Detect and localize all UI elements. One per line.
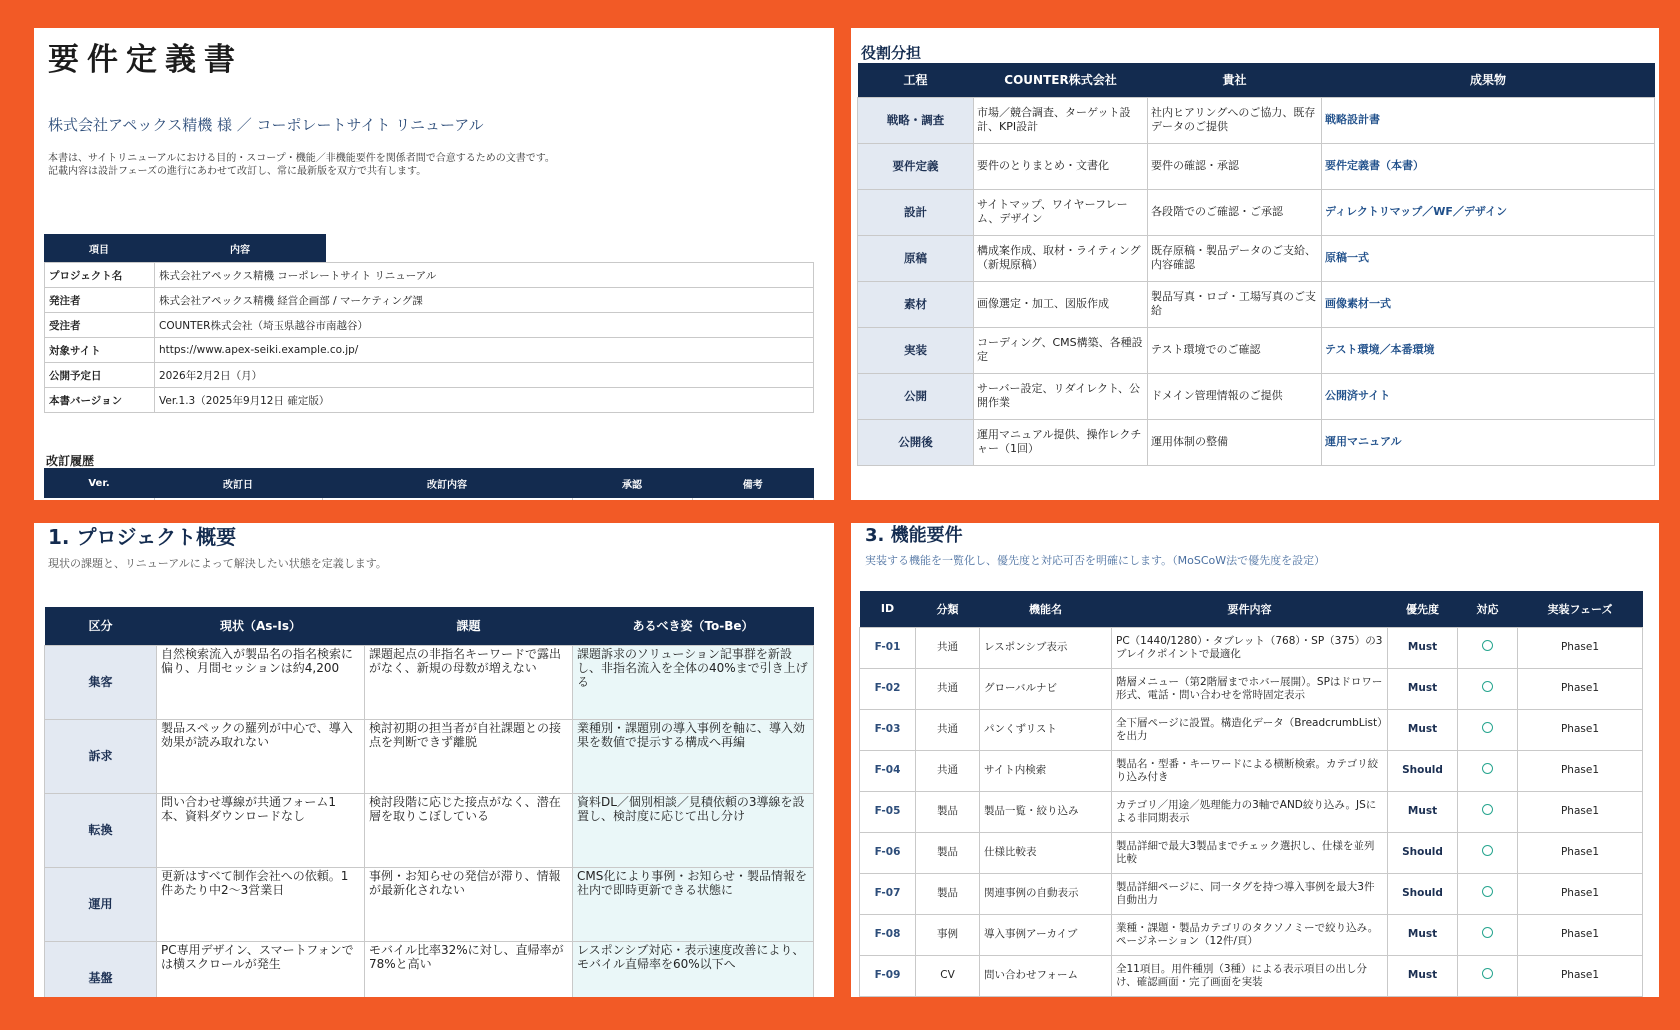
header-cell: 備考 — [742, 479, 763, 491]
class-cell: CV — [916, 955, 980, 996]
priority-cell: Must — [1388, 955, 1458, 996]
table-row — [858, 143, 1655, 189]
circle-check-icon — [1482, 886, 1493, 897]
counter-role-cell: コーディング、CMS構築、各種設定 — [974, 327, 1148, 373]
category-cell: 運用 — [45, 867, 157, 941]
info-value: 株式会社アペックス精機 コーポレートサイト リニューアル — [155, 263, 814, 288]
requirement-cell: カテゴリ／用途／処理能力の3軸でAND絞り込み。JSによる非同期表示 — [1112, 791, 1388, 832]
requirement-cell: 階層メニュー（第2階層までホバー展開）。SPはドロワー形式、電話・問い合わせを常時固定表示 — [1112, 668, 1388, 709]
priority-cell: Should — [1388, 873, 1458, 914]
circle-check-icon — [1482, 763, 1493, 774]
stage-cell: 素材 — [858, 281, 974, 327]
info-key: 公開予定日 — [45, 363, 155, 388]
client-role-cell: 要件の確認・承認 — [1148, 143, 1322, 189]
table-row — [45, 941, 814, 997]
header-cell: 改訂日 — [223, 479, 253, 491]
header-cell: 成果物 — [1469, 73, 1506, 88]
as-is-cell: PC専用デザイン、スマートフォンでは横スクロールが発生 — [157, 941, 365, 997]
header-cell: 項目 — [89, 244, 109, 256]
phase-cell: Phase1 — [1518, 627, 1643, 668]
table-row — [45, 288, 814, 313]
class-cell: 共通 — [916, 709, 980, 750]
overview-table — [44, 607, 814, 997]
client-role-cell: 既存原稿・製品データのご支給、内容確認 — [1148, 235, 1322, 281]
support-cell — [1458, 914, 1518, 955]
section-title: 3. 機能要件 — [865, 525, 963, 546]
table-row — [860, 832, 1643, 873]
deliverable-cell: 画像素材一式 — [1322, 281, 1655, 327]
table-row — [860, 709, 1643, 750]
info-table — [44, 262, 814, 413]
phase-cell: Phase1 — [1518, 709, 1643, 750]
phase-cell: Phase1 — [1518, 955, 1643, 996]
class-cell: 共通 — [916, 627, 980, 668]
phase-cell: Phase1 — [1518, 832, 1643, 873]
priority-cell: Must — [1388, 914, 1458, 955]
roles-panel — [851, 28, 1659, 500]
client-role-cell: 各段階でのご確認・ご承認 — [1148, 189, 1322, 235]
phase-cell: Phase1 — [1518, 914, 1643, 955]
client-role-cell: テスト環境でのご確認 — [1148, 327, 1322, 373]
class-cell: 製品 — [916, 791, 980, 832]
id-cell: F-05 — [860, 791, 916, 832]
note-line: 記載内容は設計フェーズの進行にあわせて改訂し、常に最新版を双方で共有します。 — [48, 166, 427, 177]
roles-table — [857, 63, 1655, 466]
table-row — [860, 791, 1643, 832]
table-row — [858, 281, 1655, 327]
deliverable-cell: 公開済サイト — [1322, 373, 1655, 419]
client-role-cell: ドメイン管理情報のご提供 — [1148, 373, 1322, 419]
category-cell: 集客 — [45, 645, 157, 719]
priority-cell: Must — [1388, 791, 1458, 832]
header-cell: 承認 — [622, 479, 642, 491]
issue-cell: モバイル比率32%に対し、直帰率が78%と高い — [365, 941, 573, 997]
feature-name-cell: 関連事例の自動表示 — [980, 873, 1112, 914]
table-row — [45, 645, 814, 719]
revision-table — [44, 468, 814, 500]
counter-role-cell: サーバー設定、リダイレクト、公開作業 — [974, 373, 1148, 419]
deliverable-cell: ディレクトリマップ／WF／デザイン — [1322, 189, 1655, 235]
counter-role-cell: サイトマップ、ワイヤーフレーム、デザイン — [974, 189, 1148, 235]
support-cell — [1458, 832, 1518, 873]
requirement-cell: 製品詳細で最大3製品までチェック選択し、仕様を並列比較 — [1112, 832, 1388, 873]
issue-cell: 検討初期の担当者が自社課題との接点を判断できず離脱 — [365, 719, 573, 793]
table-row — [45, 793, 814, 867]
deliverable-cell: 原稿一式 — [1322, 235, 1655, 281]
info-value: https://www.apex-seiki.example.co.jp/ — [155, 338, 814, 363]
table-row — [45, 867, 814, 941]
page-frame — [10, 10, 1670, 1018]
info-value: 2026年2月2日（月） — [155, 363, 814, 388]
as-is-cell: 問い合わせ導線が共通フォーム1本、資料ダウンロードなし — [157, 793, 365, 867]
revision-title: 改訂履歴 — [46, 454, 95, 468]
table-row — [45, 719, 814, 793]
stage-cell: 設計 — [858, 189, 974, 235]
document-title: 要件定義書 — [48, 42, 243, 78]
document-subtitle: 株式会社アペックス精機 様 ／ コーポレートサイト リニューアル — [48, 116, 484, 134]
stage-cell: 要件定義 — [858, 143, 974, 189]
circle-check-icon — [1482, 722, 1493, 733]
phase-cell: Phase1 — [1518, 750, 1643, 791]
phase-cell: Phase1 — [1518, 791, 1643, 832]
client-role-cell: 製品写真・ロゴ・工場写真のご支給 — [1148, 281, 1322, 327]
issue-cell: 事例・お知らせの発信が滞り、情報が最新化されない — [365, 867, 573, 941]
issue-cell: 検討段階に応じた接点がなく、潜在層を取りこぼしている — [365, 793, 573, 867]
header-cell: 実装フェーズ — [1547, 602, 1613, 616]
info-value: Ver.1.3（2025年9月12日 確定版） — [155, 388, 814, 413]
overview-panel — [34, 523, 834, 997]
category-cell: 基盤 — [45, 941, 157, 997]
id-cell: F-08 — [860, 914, 916, 955]
feature-name-cell: グローバルナビ — [980, 668, 1112, 709]
document-note — [48, 152, 555, 178]
requirement-cell: 全下層ページに設置。構造化データ（BreadcrumbList）を出力 — [1112, 709, 1388, 750]
priority-cell: Must — [1388, 627, 1458, 668]
deliverable-cell: テスト環境／本番環境 — [1322, 327, 1655, 373]
requirement-cell: PC（1440/1280）・タブレット（768）・SP（375）の3ブレイクポイントで最適化 — [1112, 627, 1388, 668]
requirement-cell: 製品名・型番・キーワードによる横断検索。カテゴリ絞り込み付き — [1112, 750, 1388, 791]
deliverable-cell: 要件定義書（本書） — [1322, 143, 1655, 189]
id-cell: F-04 — [860, 750, 916, 791]
support-cell — [1458, 955, 1518, 996]
counter-role-cell: 構成案作成、取材・ライティング（新規原稿） — [974, 235, 1148, 281]
circle-check-icon — [1482, 681, 1493, 692]
table-row — [858, 235, 1655, 281]
category-cell: 訴求 — [45, 719, 157, 793]
class-cell: 製品 — [916, 832, 980, 873]
header-cell: 内容 — [230, 244, 250, 256]
stage-cell: 原稿 — [858, 235, 974, 281]
header-cell: 対応 — [1476, 602, 1499, 616]
priority-cell: Should — [1388, 750, 1458, 791]
table-row — [45, 388, 814, 413]
priority-cell: Must — [1388, 668, 1458, 709]
id-cell: F-03 — [860, 709, 916, 750]
support-cell — [1458, 668, 1518, 709]
as-is-cell: 更新はすべて制作会社への依頼。1件あたり中2〜3営業日 — [157, 867, 365, 941]
header-cell: COUNTER株式会社 — [1004, 73, 1117, 88]
table-row — [858, 97, 1655, 143]
priority-cell: Should — [1388, 832, 1458, 873]
info-key: 対象サイト — [45, 338, 155, 363]
to-be-cell: 課題訴求のソリューション記事群を新設し、非指名流入を全体の40%まで引き上げる — [573, 645, 814, 719]
header-cell: あるべき姿（To-Be） — [632, 619, 754, 634]
header-cell: 現状（As-Is） — [219, 619, 302, 634]
issue-cell: 課題起点の非指名キーワードで露出がなく、新規の母数が増えない — [365, 645, 573, 719]
circle-check-icon — [1482, 640, 1493, 651]
support-cell — [1458, 627, 1518, 668]
info-table-header — [44, 234, 326, 262]
as-is-cell: 製品スペックの羅列が中心で、導入効果が読み取れない — [157, 719, 365, 793]
stage-cell: 公開 — [858, 373, 974, 419]
circle-check-icon — [1482, 804, 1493, 815]
table-row — [45, 363, 814, 388]
class-cell: 共通 — [916, 750, 980, 791]
stage-cell: 公開後 — [858, 419, 974, 465]
note-line: 本書は、サイトリニューアルにおける目的・スコープ・機能／非機能要件を関係者間で合意するための文書です。 — [48, 153, 555, 164]
deliverable-cell: 戦略設計書 — [1322, 97, 1655, 143]
client-role-cell: 運用体制の整備 — [1148, 419, 1322, 465]
counter-role-cell: 要件のとりまとめ・文書化 — [974, 143, 1148, 189]
id-cell: F-02 — [860, 668, 916, 709]
section-title: 1. プロジェクト概要 — [48, 525, 237, 549]
section-description: 実装する機能を一覧化し、優先度と対応可否を明確にします。（MoSCoW法で優先度を設定） — [865, 554, 1326, 567]
feature-name-cell: 導入事例アーカイブ — [980, 914, 1112, 955]
feature-name-cell: サイト内検索 — [980, 750, 1112, 791]
support-cell — [1458, 791, 1518, 832]
as-is-cell: 自然検索流入が製品名の指名検索に偏り、月間セッションは約4,200 — [157, 645, 365, 719]
header-cell: Ver. — [88, 477, 110, 489]
deliverable-cell: 運用マニュアル — [1322, 419, 1655, 465]
table-row — [45, 338, 814, 363]
feature-name-cell: レスポンシブ表示 — [980, 627, 1112, 668]
id-cell: F-07 — [860, 873, 916, 914]
header-cell: 要件内容 — [1227, 602, 1272, 616]
table-row — [860, 627, 1643, 668]
info-key: プロジェクト名 — [45, 263, 155, 288]
to-be-cell: レスポンシブ対応・表示速度改善により、モバイル直帰率を60%以下へ — [573, 941, 814, 997]
table-row — [860, 955, 1643, 996]
support-cell — [1458, 750, 1518, 791]
header-cell: ID — [880, 602, 895, 616]
class-cell: 共通 — [916, 668, 980, 709]
requirement-cell: 全11項目。用件種別（3種）による表示項目の出し分け、確認画面・完了画面を実装 — [1112, 955, 1388, 996]
requirement-cell: 製品詳細ページに、同一タグを持つ導入事例を最大3件自動出力 — [1112, 873, 1388, 914]
support-cell — [1458, 709, 1518, 750]
feature-name-cell: 仕様比較表 — [980, 832, 1112, 873]
feature-name-cell: 製品一覧・絞り込み — [980, 791, 1112, 832]
circle-check-icon — [1482, 927, 1493, 938]
header-cell: 工程 — [903, 73, 928, 88]
stage-cell: 実装 — [858, 327, 974, 373]
feature-name-cell: パンくずリスト — [980, 709, 1112, 750]
functional-requirements-table — [859, 591, 1643, 997]
counter-role-cell: 画像選定・加工、図版作成 — [974, 281, 1148, 327]
functional-requirements-panel — [851, 523, 1659, 997]
table-row — [858, 419, 1655, 465]
header-cell: 分類 — [936, 602, 959, 616]
section-title: 役割分担 — [861, 44, 922, 62]
header-cell: 機能名 — [1029, 602, 1062, 616]
stage-cell: 戦略・調査 — [858, 97, 974, 143]
table-row — [44, 498, 814, 500]
info-key: 受注者 — [45, 313, 155, 338]
id-cell: F-01 — [860, 627, 916, 668]
header-cell: 区分 — [88, 619, 113, 634]
info-key: 本書バージョン — [45, 388, 155, 413]
category-cell: 転換 — [45, 793, 157, 867]
requirement-cell: 業種・課題・製品カテゴリのタクソノミーで絞り込み。ページネーション（12件/頁） — [1112, 914, 1388, 955]
class-cell: 事例 — [916, 914, 980, 955]
section-description: 現状の課題と、リニューアルによって解決したい状態を定義します。 — [48, 557, 387, 570]
table-row — [858, 327, 1655, 373]
id-cell: F-06 — [860, 832, 916, 873]
header-cell: 貴社 — [1222, 73, 1247, 88]
to-be-cell: 資料DL／個別相談／見積依頼の3導線を設置し、検討度に応じて出し分け — [573, 793, 814, 867]
header-cell: 改訂内容 — [427, 479, 467, 491]
table-row — [45, 313, 814, 338]
table-row — [860, 873, 1643, 914]
circle-check-icon — [1482, 845, 1493, 856]
counter-role-cell: 市場／競合調査、ターゲット設計、KPI設計 — [974, 97, 1148, 143]
id-cell: F-09 — [860, 955, 916, 996]
circle-check-icon — [1482, 968, 1493, 979]
feature-name-cell: 問い合わせフォーム — [980, 955, 1112, 996]
info-key: 発注者 — [45, 288, 155, 313]
phase-cell: Phase1 — [1518, 873, 1643, 914]
table-row — [860, 914, 1643, 955]
counter-role-cell: 運用マニュアル提供、操作レクチャー（1回） — [974, 419, 1148, 465]
header-cell: 優先度 — [1406, 602, 1439, 616]
info-value: COUNTER株式会社（埼玉県越谷市南越谷） — [155, 313, 814, 338]
table-row — [858, 373, 1655, 419]
class-cell: 製品 — [916, 873, 980, 914]
client-role-cell: 社内ヒアリングへのご協力、既存データのご提供 — [1148, 97, 1322, 143]
info-value: 株式会社アペックス精機 経営企画部 / マーケティング課 — [155, 288, 814, 313]
header-cell: 課題 — [456, 619, 481, 634]
to-be-cell: CMS化により事例・お知らせ・製品情報を社内で即時更新できる状態に — [573, 867, 814, 941]
cover-panel — [34, 28, 834, 500]
table-row — [860, 750, 1643, 791]
phase-cell: Phase1 — [1518, 668, 1643, 709]
priority-cell: Must — [1388, 709, 1458, 750]
table-row — [858, 189, 1655, 235]
table-row — [45, 263, 814, 288]
support-cell — [1458, 873, 1518, 914]
to-be-cell: 業種別・課題別の導入事例を軸に、導入効果を数値で提示する構成へ再編 — [573, 719, 814, 793]
table-row — [860, 668, 1643, 709]
